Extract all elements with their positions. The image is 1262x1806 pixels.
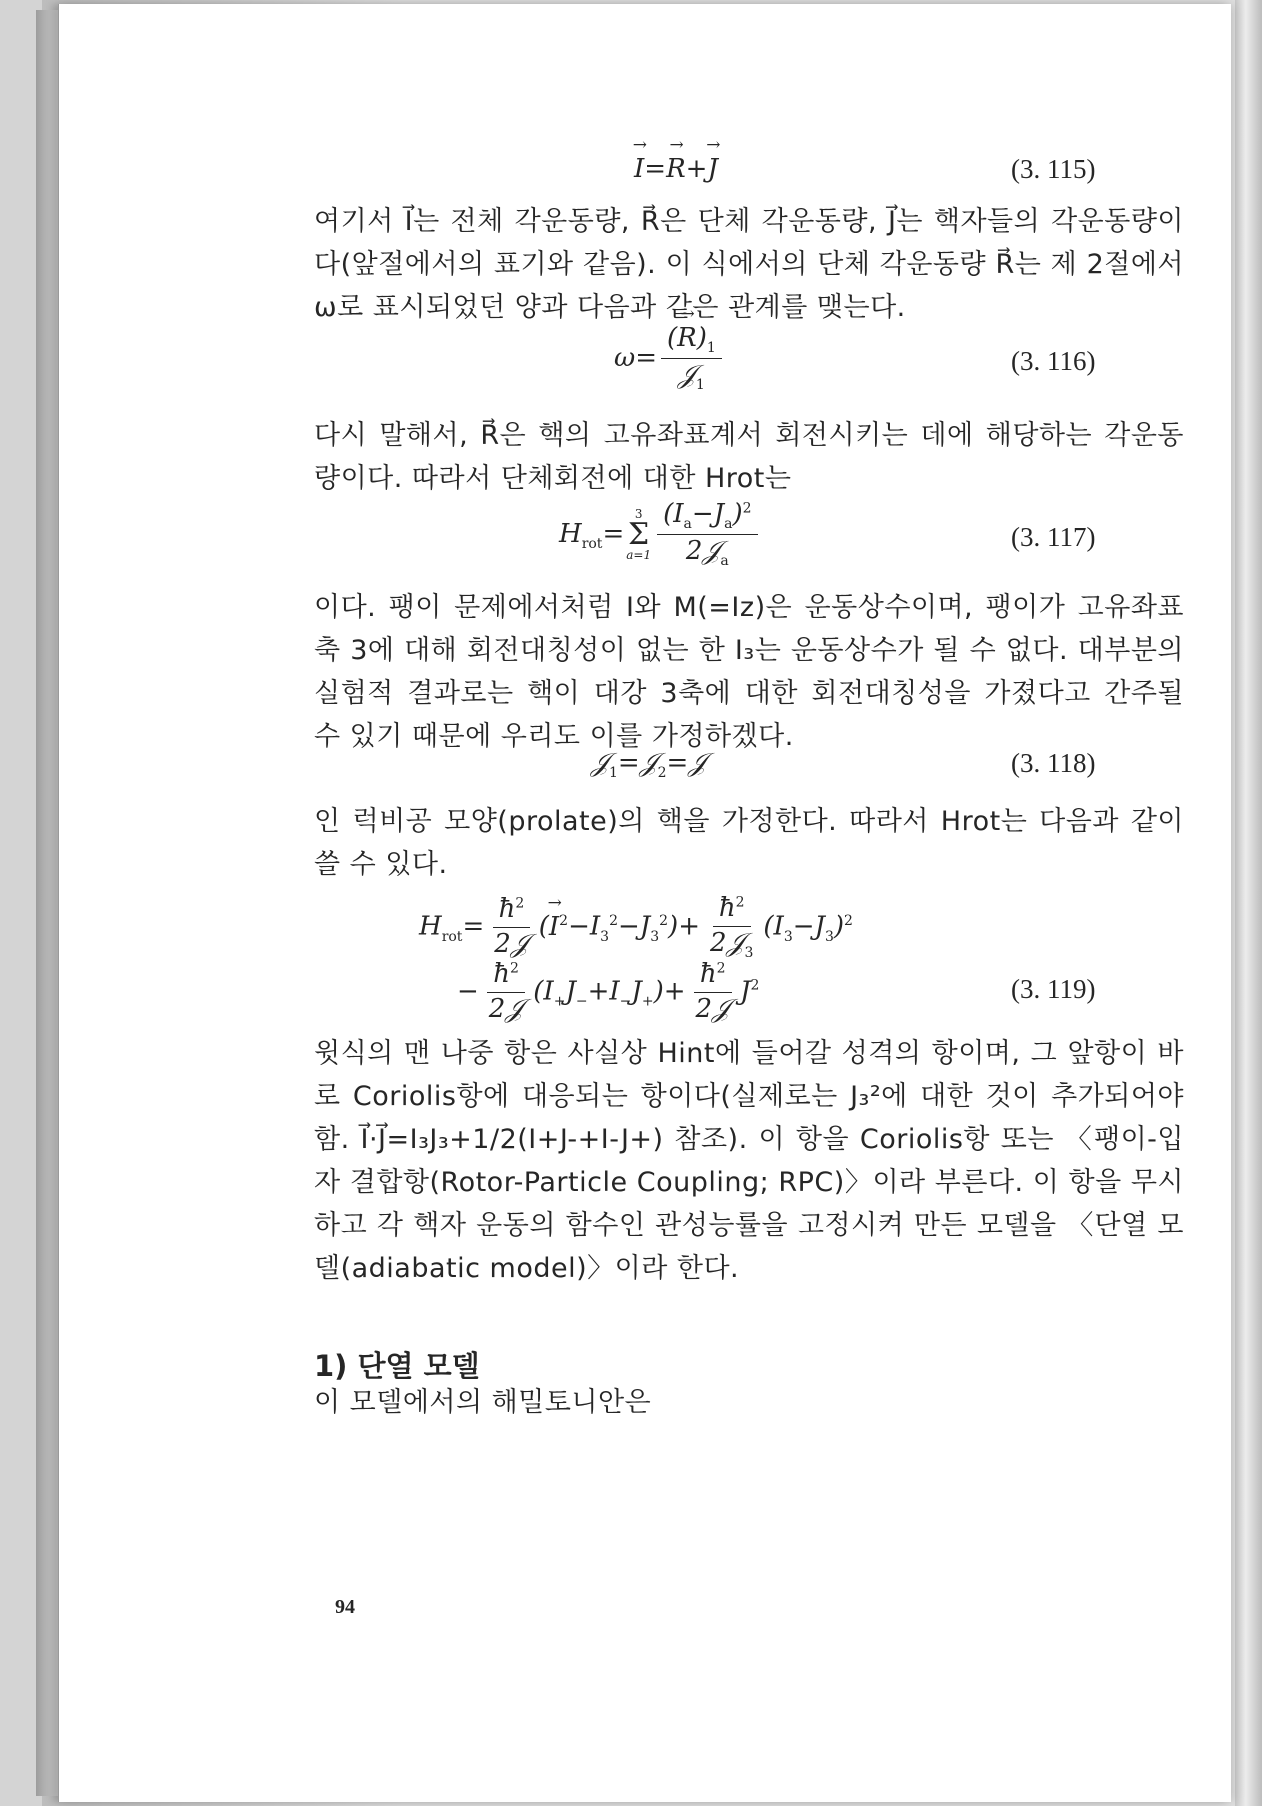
equation-number: (3. 118) <box>1011 748 1096 778</box>
equation-body: ω= $\frac{(\to R)_1}{𝒥_1}$ <box>614 324 726 394</box>
page-left-edge <box>36 10 58 1796</box>
paragraph-3: 이다. 팽이 문제에서처럼 I와 M(=Iz)은 운동상수이며, 팽이가 고유좌표축 3에 대해 회전대칭성이 없는 한 I₃는 운동상수가 될 수 없다. 대부분의 실험적 결과로는 핵이 대강 3축에 대한 회전대칭성을 가졌다고 간주될 수 있기 때문에 우리도 이를 가정하겠다. <box>314 592 1184 752</box>
paragraph-1: 여기서 I⃗는 전체 각운동량, R⃗은 단체 각운동량, J⃗는 핵자들의 각운동량이다(앞절에서의 표기와 같음). 이 식에서의 단체 각운동량 R⃗는 제 2절에서 ω로 표시되었던 양과 다음과 같은 관계를 맺는다. <box>314 206 1184 323</box>
equation-body-line-1: $H_{rot}=$ $\frac{ħ^2}{\text{2𝒥}}$ (→ $I^2-I_3^2-J_3^2)+$ $\frac{ħ^2}{2𝒥_3}$ $(I_3-J_3)^2$ <box>419 894 853 961</box>
page-right-edge <box>1235 0 1262 1806</box>
page-number: 94 <box>335 1596 355 1618</box>
book-page <box>58 4 1231 1802</box>
equation-number: (3. 115) <box>1011 154 1096 184</box>
equation-body: → I=→ R+→ J <box>634 154 718 184</box>
paragraph-2: 다시 말해서, R⃗은 핵의 고유좌표계서 회전시키는 데에 해당하는 각운동량이다. 따라서 단체회전에 대한 Hrot는 <box>314 420 1184 494</box>
section-heading: 1) 단열 모델 <box>314 1349 480 1383</box>
equation-number: (3. 116) <box>1011 346 1096 376</box>
equation-body-line-2: − $\frac{ħ^2}{\text{2𝒥}}$ $(I_+J_-+I_-J_+)+$ $\frac{ħ^2}{\text{2𝒥}}$ $J^2$ <box>457 959 760 1024</box>
equation-body: $H_{rot}=$ 3 Σ a=1 $\frac{(I_a-J_a)^2}{2𝒥_a}$ <box>559 500 762 570</box>
equation-body: 𝒥$_1$=𝒥$_2$=𝒥 <box>591 748 707 782</box>
paragraph-5: 윗식의 맨 나중 항은 사실상 Hint에 들어갈 성격의 항이며, 그 앞항이 바로 Coriolis항에 대응되는 항이다(실제로는 J₃²에 대한 것이 추가되어야 함. I⃗·J⃗=I₃J₃+1/2(I+J-+I-J+) 참조). 이 항을 Coriolis항 또는 〈팽이-입자 결합항(Rotor-Particle Coupling; RPC)〉이라 부른다. 이 항을 무시하고 각 핵자 운동의 함수인 관성능률을 고정시켜 만든 모델을 〈단열 모델(adiabatic model)〉이라 한다. <box>314 1038 1184 1284</box>
paragraph-6: 이 모델에서의 해밀토니안은 <box>314 1387 652 1418</box>
equation-number: (3. 119) <box>1011 974 1096 1004</box>
paragraph-4: 인 럭비공 모양(prolate)의 핵을 가정한다. 따라서 Hrot는 다음과 같이 쓸 수 있다. <box>314 806 1184 880</box>
equation-number: (3. 117) <box>1011 522 1096 552</box>
